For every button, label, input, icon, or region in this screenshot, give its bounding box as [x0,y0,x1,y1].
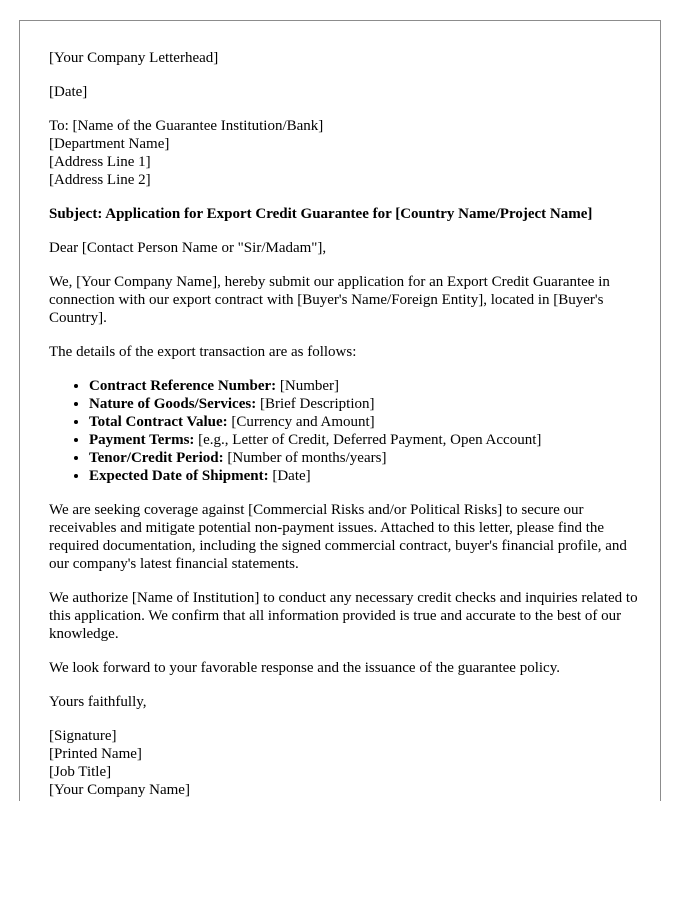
closing-remark: We look forward to your favorable response and the issuance of the guarantee policy. [49,660,560,676]
detail-label: Payment Terms: [89,432,195,448]
detail-tenor-credit-period [89,449,639,467]
detail-label: Total Contract Value: [89,414,228,430]
letterhead: [Your Company Letterhead] [49,50,219,66]
recipient-address-line-1: [Address Line 1] [49,154,151,170]
signature-line: [Signature] [49,728,117,744]
coverage-paragraph: We are seeking coverage against [Commercial Risks and/or Political Risks] to secure our receivables and mitigate potential non-payment issues. Attached to this letter, please find the required documentation, including the signed commercial contract, buyer's financial profile, and our company's latest financial statements. [49,502,627,572]
authorization-paragraph: We authorize [Name of Institution] to conduct any necessary credit checks and inquiries related to this application. We confirm that all information provided is true and accurate to the best of our knowledge. [49,590,638,642]
detail-expected-shipment-date [89,467,639,485]
detail-value: [Currency and Amount] [227,414,375,430]
printed-name: [Printed Name] [49,746,142,762]
job-title: [Job Title] [49,764,112,780]
recipient-to: To: [Name of the Guarantee Institution/Bank] [49,118,324,134]
sign-off: Yours faithfully, [49,694,147,710]
detail-total-contract-value [89,413,639,431]
letter-date: [Date] [49,84,88,100]
details-intro: The details of the export transaction are as follows: [49,344,357,360]
intro-paragraph: We, [Your Company Name], hereby submit our application for an Export Credit Guarantee in connection with our export contract with [Buyer's Name/Foreign Entity], located in [Buyer's Country]. [49,274,610,326]
detail-value: [Date] [268,468,311,484]
detail-payment-terms [89,431,639,449]
detail-value: [e.g., Letter of Credit, Deferred Payment, Open Account] [194,432,542,448]
detail-contract-reference [89,377,639,395]
signature-block [49,727,639,799]
detail-value: [Brief Description] [256,396,375,412]
recipient-address [49,117,639,189]
detail-value: [Number of months/years] [223,450,387,466]
detail-label: Expected Date of Shipment: [89,468,269,484]
salutation: Dear [Contact Person Name or "Sir/Madam"], [49,240,327,256]
subject-line: Subject: Application for Export Credit Guarantee for [Country Name/Project Name] [49,206,593,222]
recipient-department: [Department Name] [49,136,170,152]
transaction-details-list [49,377,639,485]
detail-label: Tenor/Credit Period: [89,450,224,466]
recipient-address-line-2: [Address Line 2] [49,172,151,188]
letter-page [19,20,661,801]
detail-label: Nature of Goods/Services: [89,396,257,412]
detail-nature-of-goods [89,395,639,413]
letter-body [49,49,639,801]
detail-value: [Number] [276,378,340,394]
company-name: [Your Company Name] [49,782,190,798]
detail-label: Contract Reference Number: [89,378,277,394]
